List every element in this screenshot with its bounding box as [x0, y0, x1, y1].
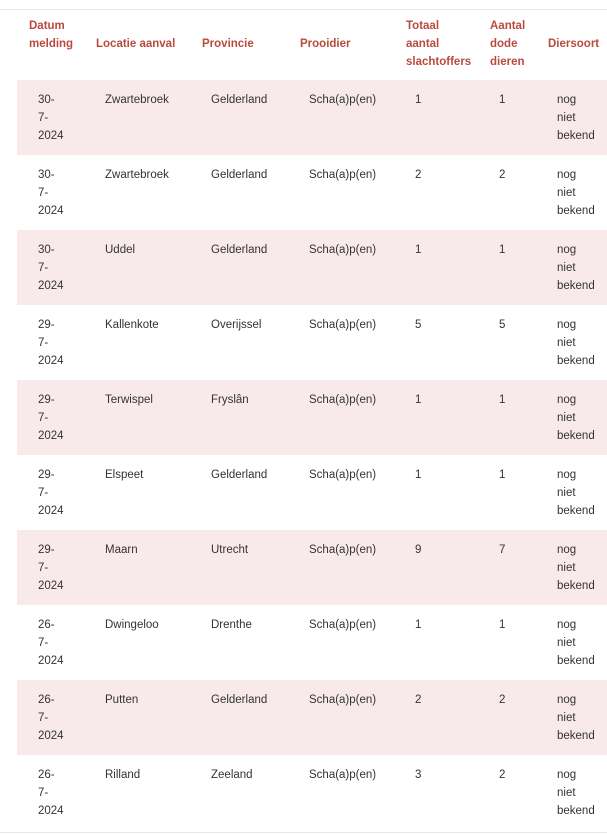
table-header: [17, 10, 607, 80]
cell-province: Drenthe: [211, 619, 252, 631]
header-location[interactable]: Locatie aanval: [96, 38, 176, 50]
table-row: [17, 80, 607, 155]
cell-total: 1: [415, 94, 422, 106]
table-row: [17, 755, 607, 830]
table-row: [17, 305, 607, 380]
table-body: [17, 80, 607, 830]
header-prey[interactable]: Prooidier: [300, 38, 351, 50]
cell-location: Zwartebroek: [105, 94, 169, 106]
cell-location: Uddel: [105, 244, 136, 256]
cell-location: Dwingeloo: [105, 619, 159, 631]
cell-province: Utrecht: [211, 544, 249, 556]
cell-total: 9: [415, 544, 422, 556]
cell-total: 1: [415, 244, 422, 256]
cell-species: nog niet bekend: [557, 769, 595, 817]
cell-province: Gelderland: [211, 169, 268, 181]
cell-location: Maarn: [105, 544, 138, 556]
cell-species: nog niet bekend: [557, 619, 595, 667]
table-row: [17, 605, 607, 680]
cell-dead: 1: [499, 469, 506, 481]
table-row: [17, 155, 607, 230]
cell-province: Gelderland: [211, 469, 268, 481]
table-row: [17, 530, 607, 605]
cell-province: Zeeland: [211, 769, 253, 781]
header-date[interactable]: Datum melding: [29, 20, 74, 50]
cell-date: 29- 7- 2024: [38, 394, 64, 442]
cell-dead: 1: [499, 94, 506, 106]
cell-total: 1: [415, 619, 422, 631]
header-dead-animals[interactable]: Aantal dode dieren: [490, 20, 526, 68]
cell-species: nog niet bekend: [557, 319, 595, 367]
cell-province: Gelderland: [211, 694, 268, 706]
cell-species: nog niet bekend: [557, 94, 595, 142]
cell-dead: 1: [499, 244, 506, 256]
cell-location: Kallenkote: [105, 319, 159, 331]
cell-prey: Scha(a)p(en): [309, 544, 377, 556]
header-total-victims[interactable]: Totaal aantal slachtoffers: [406, 20, 472, 68]
cell-date: 29- 7- 2024: [38, 319, 64, 367]
header-species[interactable]: Diersoort: [548, 38, 600, 50]
cell-prey: Scha(a)p(en): [309, 94, 377, 106]
cell-date: 29- 7- 2024: [38, 469, 64, 517]
cell-total: 1: [415, 469, 422, 481]
cell-location: Zwartebroek: [105, 169, 169, 181]
cell-total: 3: [415, 769, 422, 781]
cell-prey: Scha(a)p(en): [309, 319, 377, 331]
cell-dead: 2: [499, 769, 506, 781]
cell-dead: 2: [499, 694, 506, 706]
table-bottom-border: [0, 832, 607, 833]
cell-total: 2: [415, 169, 422, 181]
table-row: [17, 380, 607, 455]
cell-date: 26- 7- 2024: [38, 769, 64, 817]
cell-species: nog niet bekend: [557, 169, 595, 217]
cell-total: 2: [415, 694, 422, 706]
header-province[interactable]: Provincie: [202, 38, 254, 50]
cell-province: Overijssel: [211, 319, 262, 331]
cell-prey: Scha(a)p(en): [309, 769, 377, 781]
cell-species: nog niet bekend: [557, 694, 595, 742]
cell-prey: Scha(a)p(en): [309, 619, 377, 631]
cell-dead: 1: [499, 619, 506, 631]
cell-location: Putten: [105, 694, 139, 706]
cell-species: nog niet bekend: [557, 544, 595, 592]
cell-species: nog niet bekend: [557, 469, 595, 517]
cell-species: nog niet bekend: [557, 244, 595, 292]
cell-prey: Scha(a)p(en): [309, 244, 377, 256]
cell-dead: 2: [499, 169, 506, 181]
table-row: [17, 455, 607, 530]
cell-prey: Scha(a)p(en): [309, 469, 377, 481]
table-row: [17, 230, 607, 305]
cell-province: Gelderland: [211, 94, 268, 106]
cell-location: Rilland: [105, 769, 141, 781]
cell-prey: Scha(a)p(en): [309, 694, 377, 706]
cell-date: 26- 7- 2024: [38, 619, 64, 667]
cell-date: 30- 7- 2024: [38, 169, 64, 217]
cell-total: 1: [415, 394, 422, 406]
cell-location: Terwispel: [105, 394, 153, 406]
cell-total: 5: [415, 319, 422, 331]
cell-prey: Scha(a)p(en): [309, 169, 377, 181]
cell-dead: 1: [499, 394, 506, 406]
cell-date: 30- 7- 2024: [38, 94, 64, 142]
cell-date: 26- 7- 2024: [38, 694, 64, 742]
cell-location: Elspeet: [105, 469, 144, 481]
cell-date: 30- 7- 2024: [38, 244, 64, 292]
cell-province: Gelderland: [211, 244, 268, 256]
cell-dead: 5: [499, 319, 506, 331]
cell-dead: 7: [499, 544, 506, 556]
cell-province: Fryslân: [211, 394, 249, 406]
cell-prey: Scha(a)p(en): [309, 394, 377, 406]
incidents-table: [17, 10, 607, 830]
table-row: [17, 680, 607, 755]
cell-species: nog niet bekend: [557, 394, 595, 442]
cell-date: 29- 7- 2024: [38, 544, 64, 592]
